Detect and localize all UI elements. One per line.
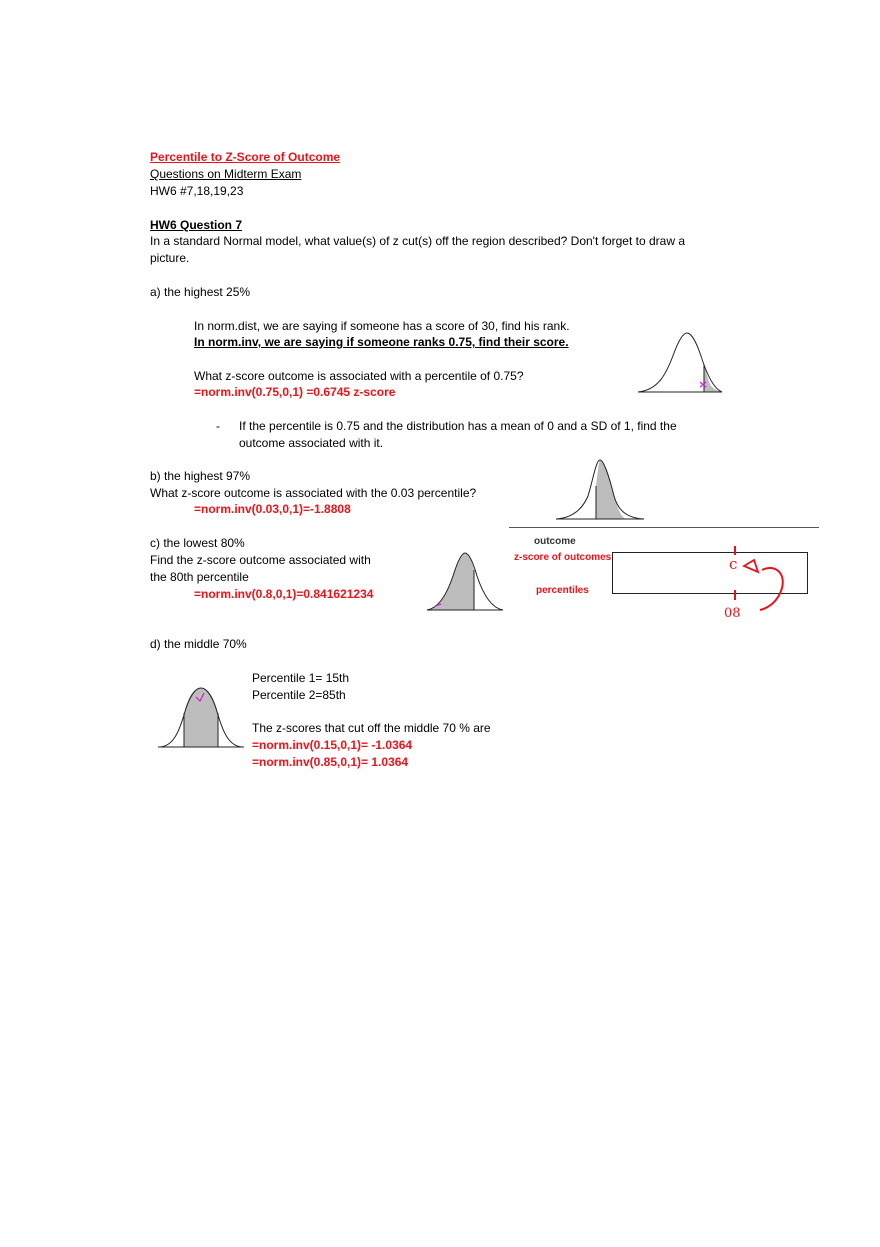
subtitle: Questions on Midterm Exam [150, 167, 302, 181]
handwritten-08: 08 [724, 606, 741, 621]
diagram-percentiles-label: percentiles [536, 585, 589, 596]
part-d-label: d) the middle 70% [150, 637, 247, 651]
hw-reference: HW6 #7,18,19,23 [150, 184, 244, 198]
part-b-label: b) the highest 97% [150, 469, 251, 483]
part-c-label: c) the lowest 80% [150, 536, 245, 550]
diagram-outcome-label: outcome [534, 536, 576, 547]
divider-line [509, 527, 819, 528]
part-d-answer-2: =norm.inv(0.85,0,1)= 1.0364 [252, 755, 409, 769]
part-b-answer: =norm.inv(0.03,0,1)=-1.8808 [194, 502, 351, 516]
part-a-answer: =norm.inv(0.75,0,1) =0.6745 z-score [194, 385, 396, 399]
part-c-line2: the 80th percentile [150, 570, 249, 584]
part-b-question: What z-score outcome is associated with the 0.03 percentile? [150, 486, 477, 500]
normal-curve-upper-tail [636, 331, 724, 393]
part-d-percentile-2: Percentile 2=85th [252, 688, 346, 702]
bullet-dash: - [216, 419, 220, 433]
part-a-note-inv: In norm.inv, we are saying if someone ranks 0.75, find their score. [194, 335, 569, 349]
normal-curve-lower-80 [425, 550, 505, 612]
part-c-answer: =norm.inv(0.8,0,1)=0.841621234 [194, 587, 374, 601]
part-a-bullet-cont: outcome associated with it. [239, 436, 384, 450]
part-a-note-dist: In norm.dist, we are saying if someone has a score of 30, find his rank. [194, 319, 570, 333]
diagram-zscore-label: z-score of outcomes [514, 552, 612, 563]
part-d-percentile-1: Percentile 1= 15th [252, 671, 350, 685]
question-prompt-cont: picture. [150, 251, 190, 265]
part-c-line1: Find the z-score outcome associated with [150, 553, 371, 567]
question-prompt: In a standard Normal model, what value(s) of z cut(s) off the region described? Don't forget to draw a [150, 234, 686, 248]
page-title: Percentile to Z-Score of Outcome [150, 150, 341, 164]
part-d-statement: The z-scores that cut off the middle 70 % are [252, 721, 491, 735]
part-d-answer-1: =norm.inv(0.15,0,1)= -1.0364 [252, 738, 413, 752]
question-heading: HW6 Question 7 [150, 218, 243, 232]
part-a-question: What z-score outcome is associated with a percentile of 0.75? [194, 369, 524, 383]
part-a-label: a) the highest 25% [150, 285, 251, 299]
handwritten-c: c [729, 555, 738, 573]
normal-curve-part-b [554, 456, 646, 520]
normal-curve-middle-70 [158, 685, 244, 749]
part-a-bullet: If the percentile is 0.75 and the distribution has a mean of 0 and a SD of 1, find the [239, 419, 677, 433]
